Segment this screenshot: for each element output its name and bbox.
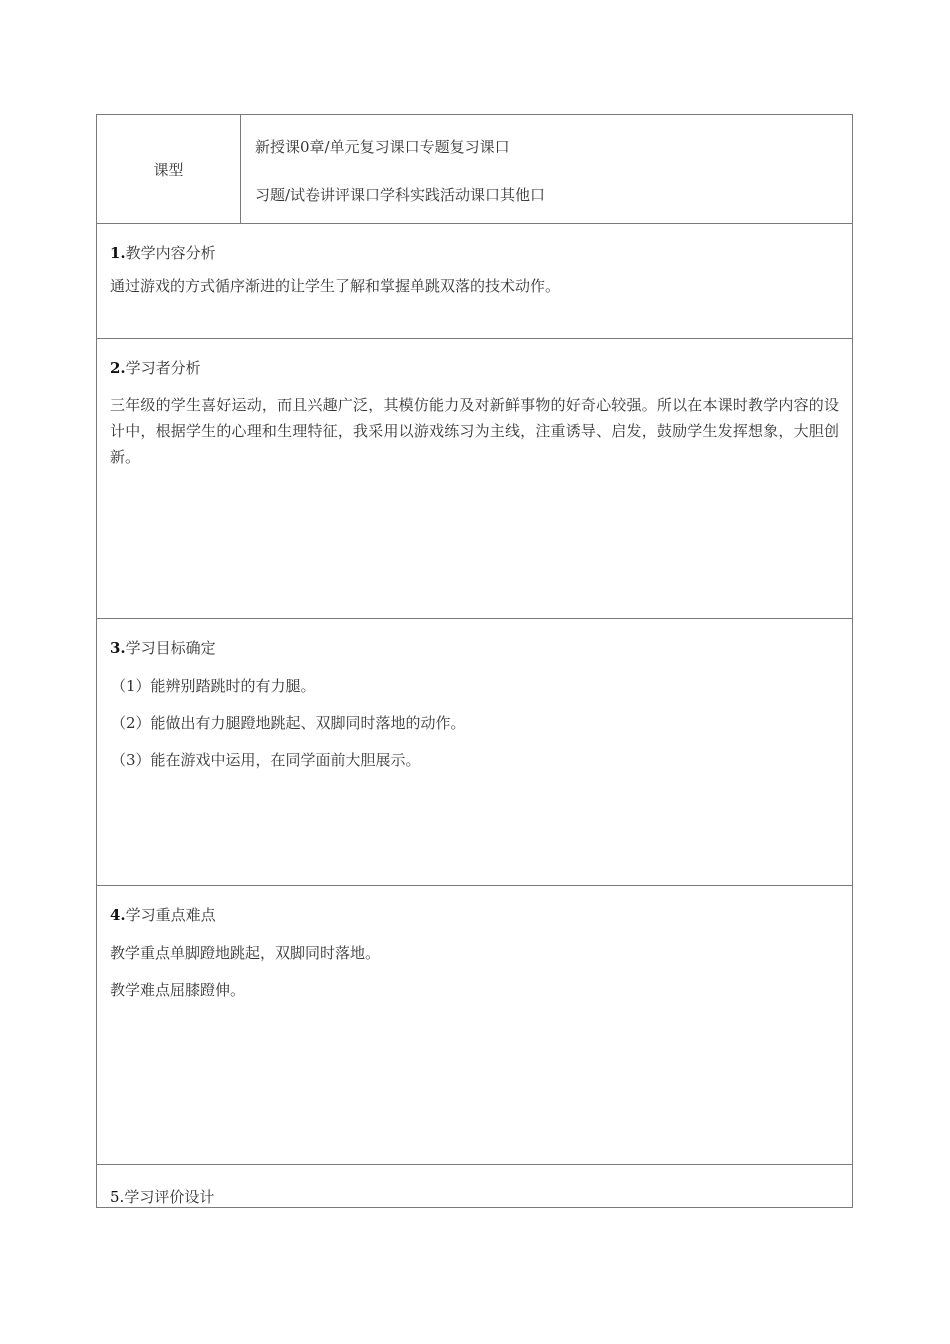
section-number: 5. (110, 1188, 125, 1206)
key-point-item: 教学难点屈膝蹬伸。 (110, 981, 246, 999)
key-point-item: 教学重点单脚蹬地跳起，双脚同时落地。 (110, 944, 381, 962)
goal-item: （3）能在游戏中运用，在同学面前大胆展示。 (111, 751, 421, 769)
goal-item: （2）能做出有力腿蹬地跳起、双脚同时落地的动作。 (111, 714, 466, 732)
section-title-text: 学习目标确定 (125, 639, 216, 657)
lesson-plan-table (96, 114, 853, 1208)
section-key-points (97, 886, 853, 1165)
section-number: 3. (110, 639, 126, 657)
section-title (110, 358, 839, 378)
section-title-text: 学习重点难点 (125, 906, 216, 924)
section-paragraph: 通过游戏的方式循序渐进的让学生了解和掌握单跳双落的技术动作。 (110, 277, 561, 295)
course-type-line-1: 新授课0章/单元复习课口专题复习课口 (255, 138, 510, 156)
course-type-row (97, 115, 853, 224)
section-title-text: 教学内容分析 (125, 244, 216, 262)
goal-item: （1）能辨别踏跳时的有力腿。 (111, 677, 316, 695)
section-title (110, 243, 839, 263)
section-paragraph: 三年级的学生喜好运动，而且兴趣广泛，其模仿能力及对新鲜事物的好奇心较强。所以在本课时教学内容的设计中，根据学生的心理和生理特征，我采用以游戏练习为主线，注重诱导、启发，鼓励学生发挥想象，大胆创新。 (110, 396, 839, 466)
section-title (110, 1187, 839, 1207)
section-number: 4. (110, 906, 126, 924)
section-content-analysis (97, 224, 853, 339)
section-learner-analysis (97, 339, 853, 619)
course-type-label: 课型 (97, 115, 241, 224)
section-title-text: 学习者分析 (125, 359, 201, 377)
section-learning-goals (97, 619, 853, 886)
section-number: 1. (110, 244, 126, 262)
section-title (110, 905, 839, 925)
section-evaluation-design (97, 1165, 853, 1208)
section-number: 2. (110, 359, 126, 377)
course-type-options (241, 115, 853, 224)
section-title (110, 638, 839, 658)
course-type-line-2: 习题/试卷讲评课口学科实践活动课口其他口 (255, 186, 546, 204)
section-title-text: 学习评价设计 (124, 1188, 215, 1206)
